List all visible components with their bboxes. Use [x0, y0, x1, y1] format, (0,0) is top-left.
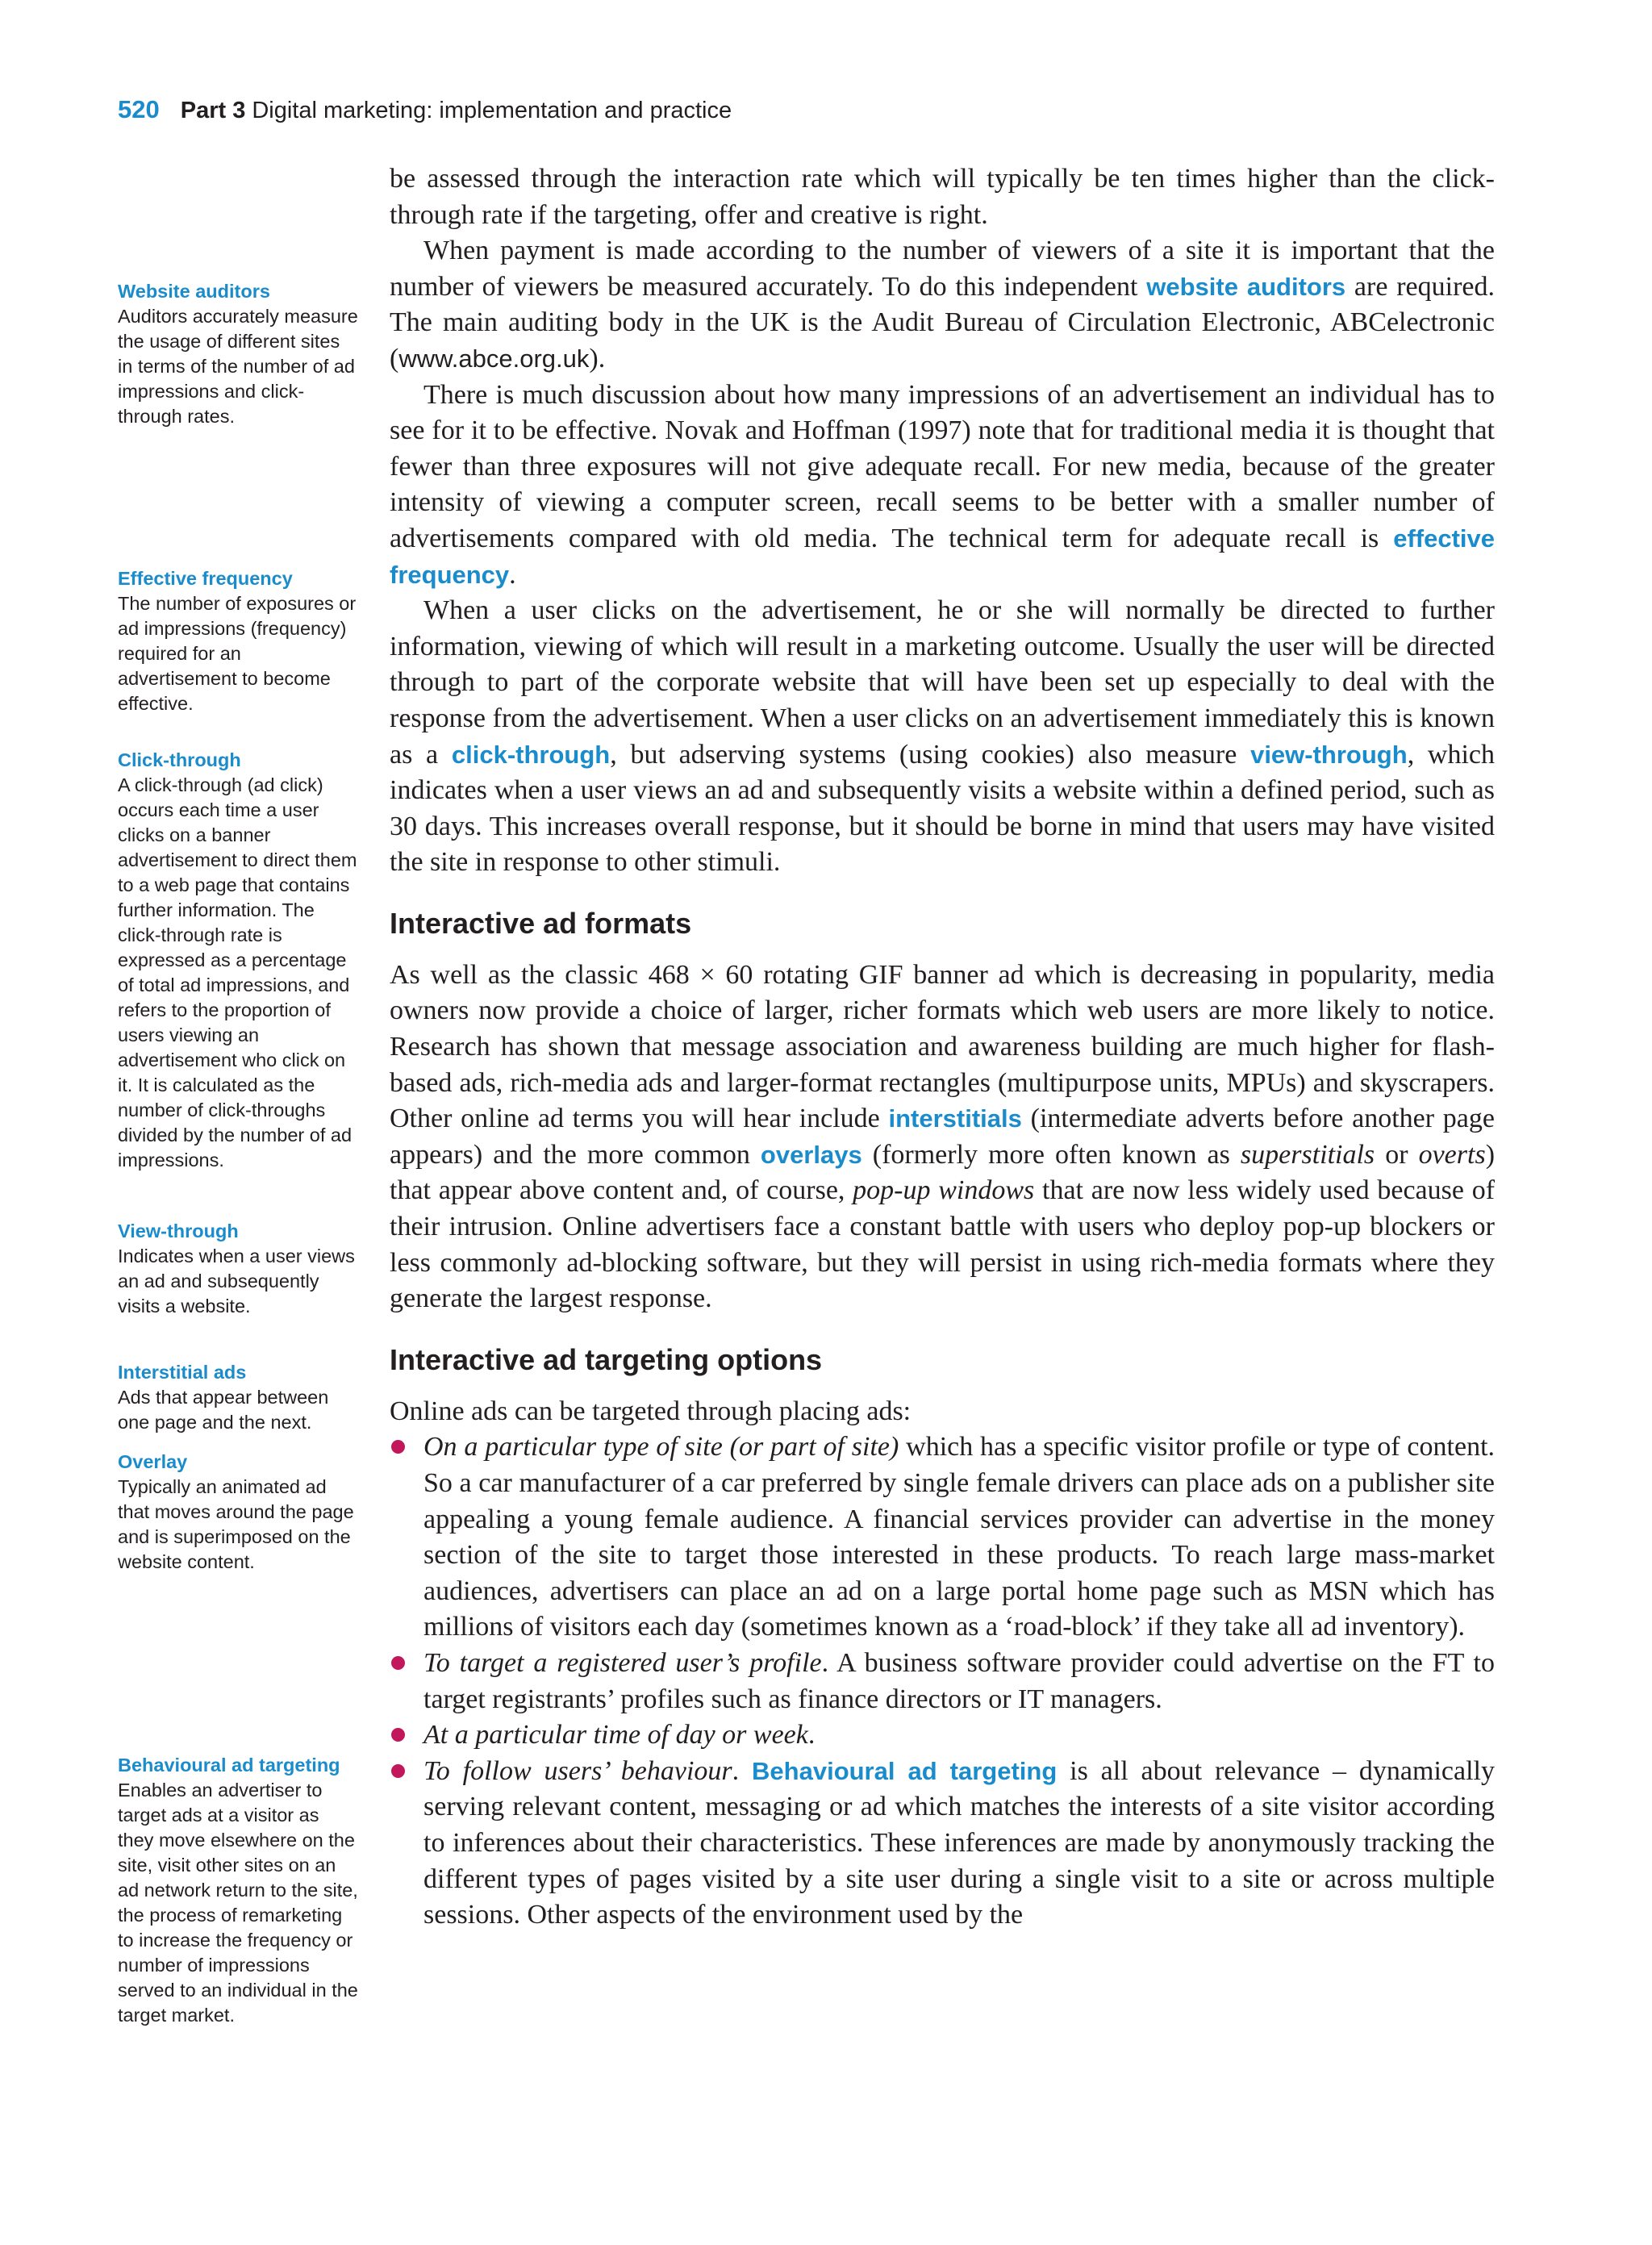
margin-note-effective-frequency: [118, 566, 360, 716]
bullet-icon: [391, 1440, 405, 1454]
key-term-interstitials: interstitials: [888, 1104, 1022, 1133]
key-term-overlays: overlays: [760, 1140, 862, 1169]
key-term-behavioural-ad-targeting: Behavioural ad targeting: [752, 1756, 1058, 1785]
key-term-website-auditors: website auditors: [1146, 272, 1346, 301]
targeting-options-list: [390, 1429, 1495, 1933]
margin-note-definition: Ads that appear between one page and the next.: [118, 1387, 329, 1433]
part-title: Digital marketing: implementation and practice: [252, 98, 732, 123]
list-item: At a particular time of day or week.: [390, 1717, 1495, 1754]
margin-note-term: Website auditors: [118, 281, 270, 302]
paragraph: When payment is made according to the number of viewers of a site it is important that the number of viewers be measured accurately. To do this independent website auditors are required. The main auditing body in the UK is the Audit Bureau of Circulation Electronic, ABCelectronic (www.abce.org.uk).: [390, 236, 1496, 373]
margin-note-definition: The number of exposures or ad impressions (frequency) required for an advertisement to become effective.: [118, 593, 357, 714]
margin-note-definition: Typically an animated ad that moves around the page and is superimposed on the website content.: [118, 1476, 354, 1572]
section-heading: Interactive ad formats: [390, 906, 692, 940]
bullet-icon: [391, 1656, 405, 1670]
key-term-click-through: click-through: [451, 740, 611, 769]
margin-note-term: Overlay: [118, 1451, 188, 1472]
margin-note-definition: Indicates when a user views an ad and subsequently visits a website.: [118, 1246, 355, 1317]
part-label: Part 3: [180, 98, 246, 123]
paragraph: As well as the classic 468 × 60 rotating GIF banner ad which is decreasing in popularity, media owners now provide a choice of larger, richer formats which web users are more likely to notice. Research has shown that message association and awareness building are much higher for flash-based ads, rich-media ads and larger-format rectangles (multipurpose units, MPUs) and skyscrapers. Other online ad terms you will hear include interstitials (intermediate adverts before another page appears) and the more common overlays (formerly more often known as superstitials or overts) that appear above content and, of course, pop-up windows that are now less widely used because of their intrusion. Online advertisers face a constant battle with users who deploy pop-up blockers or less commonly ad-blocking software, but they will persist in using rich-media formats where they generate the largest response.: [390, 959, 1496, 1314]
page-number: 520: [118, 95, 160, 123]
margin-note-definition: A click-through (ad click) occurs each time a user clicks on a banner advertisement to direct them to a web page that contains further information. The click-through rate is expressed as a percentage of total ad impressions, and refers to the proportion of users viewing an advertisement who click on it. It is calculated as the number of click-throughs divided by the number of ad impressions.: [118, 774, 357, 1170]
key-term-effective-frequency: effective frequency: [390, 524, 1495, 589]
section-heading: Interactive ad targeting options: [390, 1342, 823, 1376]
bullet-icon: [391, 1764, 405, 1778]
margin-note-term: Effective frequency: [118, 568, 293, 589]
key-term-view-through: view-through: [1250, 740, 1408, 769]
margin-note-overlay: [118, 1450, 360, 1575]
margin-note-behavioural-ad-targeting: [118, 1753, 360, 2028]
margin-note-view-through: [118, 1219, 360, 1319]
margin-note-definition: Enables an advertiser to target ads at a visitor as they move elsewhere on the site, visit other sites on an ad network return to the site, the process of remarketing to increase the frequency or number of impressions served to an individual in the target market.: [118, 1780, 358, 2026]
margin-note-term: Interstitial ads: [118, 1362, 247, 1383]
margin-note-term: View-through: [118, 1221, 239, 1241]
paragraph: be assessed through the interaction rate which will typically be ten times higher than the click-through rate if the targeting, offer and creative is right.: [390, 164, 1495, 230]
paragraph: When a user clicks on the advertisement, he or she will normally be directed to further information, viewing of which will result in a marketing outcome. Usually the user will be directed through to part of the corporate website that will have been set up especially to deal with the response from the advertisement. When a user clicks on an advertisement immediately this is known as a click-through, but adserving systems (using cookies) also measure view-through, which indicates when a user views an ad and subsequently visits a website within a defined period, such as 30 days. This increases overall response, but it should be borne in mind that users may have visited the site in response to other stimuli.: [390, 595, 1496, 878]
url-link[interactable]: www.abce.org.uk: [398, 344, 590, 373]
list-item: To target a registered user’s profile. A business software provider could advertise on the FT to target registrants’ profiles such as finance directors or IT managers.: [390, 1646, 1495, 1717]
margin-note-click-through: [118, 748, 360, 1173]
list-item: To follow users’ behaviour. Behavioural ad targeting is all about relevance – dynamically serving relevant content, messaging or ad which matches the interests of a site visitor according to inferences about their characteristics. These inferences are made by anonymously tracking the different types of pages visited by a site user during a single visit to a site or across multiple sessions. Other aspects of the environment used by the: [390, 1754, 1495, 1934]
margin-note-website-auditors: [118, 279, 360, 429]
bullet-icon: [391, 1728, 405, 1742]
paragraph: There is much discussion about how many impressions of an advertisement an individual has to see for it to be effective. Novak and Hoffman (1997) note that for traditional media it is thought that fewer than three exposures will not give adequate recall. For new media, because of the greater intensity of viewing a computer screen, recall seems to be better with a smaller number of advertisements compared with old media. The technical term for adequate recall is effective frequency.: [390, 379, 1495, 590]
margin-note-definition: Auditors accurately measure the usage of different sites in terms of the number of ad impressions and click-through rates.: [118, 306, 358, 427]
main-body: [390, 161, 1495, 1934]
running-header: [118, 94, 732, 127]
paragraph: Online ads can be targeted through placing ads:: [390, 1396, 912, 1426]
margin-note-term: Behavioural ad targeting: [118, 1755, 340, 1776]
margin-note-term: Click-through: [118, 749, 241, 770]
margin-note-interstitial-ads: [118, 1360, 360, 1435]
list-item: On a particular type of site (or part of site) which has a specific visitor profile or type of content. So a car manufacturer of a car preferred by single female drivers can place ads on a publisher site appealing a young female audience. A financial services provider can advertise in the money section of the site to target those interested in these products. To reach large mass-market audiences, advertisers can place an ad on a large portal home page such as MSN which has millions of visitors each day (sometimes known as a ‘road-block’ if they take all ad inventory).: [390, 1429, 1495, 1646]
